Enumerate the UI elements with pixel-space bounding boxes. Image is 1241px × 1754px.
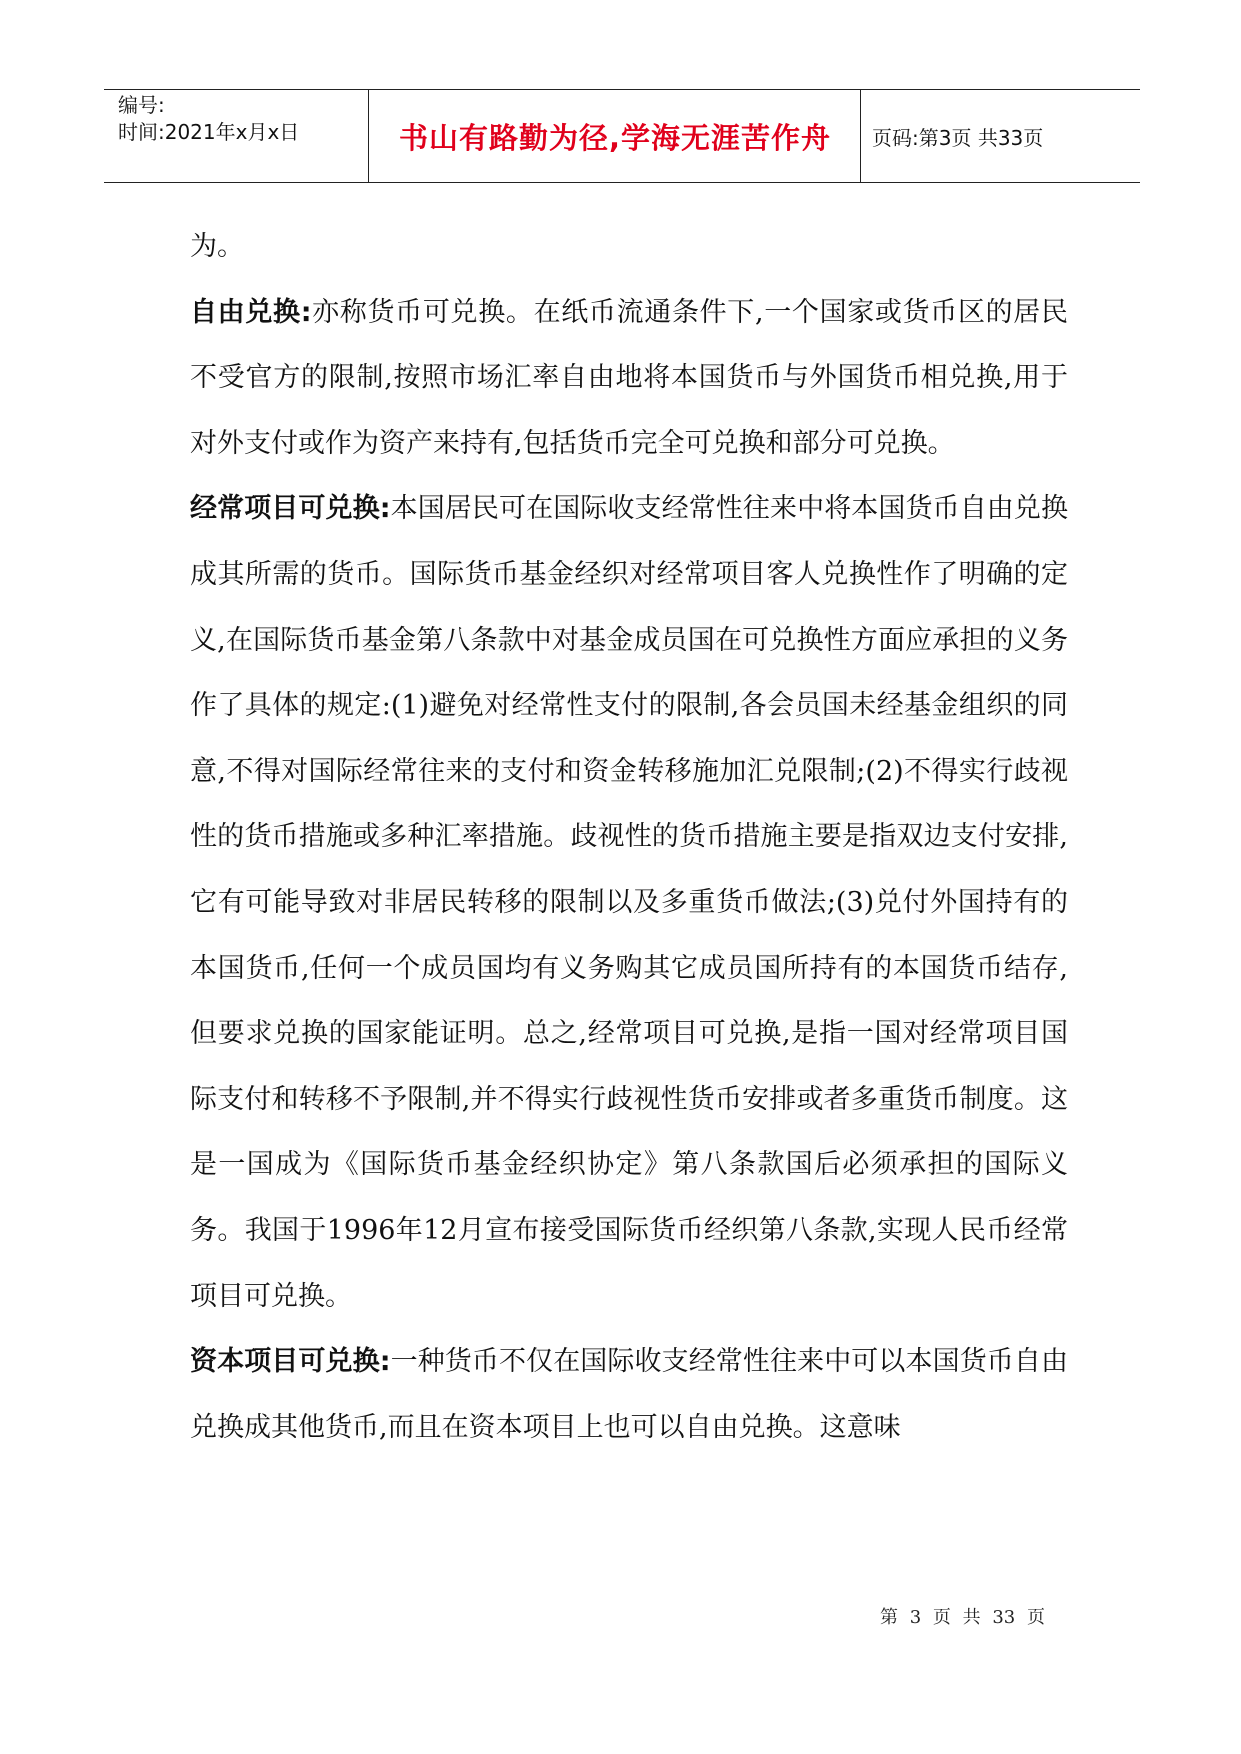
document-body [190,214,1068,1460]
header-meta [118,92,358,146]
date-label: 时间:2021年x月x日 [118,120,300,144]
serial-number-label: 编号: [118,93,165,117]
definition-text: 亦称货币可兑换。在纸币流通条件下,一个国家或货币区的居民不受官方的限制,按照市场汇率自由地将本国货币与外国货币相兑换,用于对外支付或作为资产来持有,包括货币完全可兑换和部分可兑换。 [190,296,1068,459]
header-page-info: 页码:第3页 共33页 [872,125,1044,150]
definition-text: 一种货币不仅在国际收支经常性往来中可以本国货币自由兑换成其他货币,而且在资本项目上也可以自由兑换。这意味 [190,1346,1068,1443]
page-header [104,89,1140,183]
definition-paragraph [190,1329,1068,1460]
definition-term: 资本项目可兑换: [190,1346,391,1378]
header-motto: 书山有路勤为径,学海无涯苦作舟 [398,120,832,155]
definition-term: 经常项目可兑换: [190,493,391,525]
continuation-text: 为。 [190,231,244,262]
page-footer: 第 3 页 共 33 页 [880,1607,1045,1628]
definition-text: 本国居民可在国际收支经常性往来中将本国货币自由兑换成其所需的货币。国际货币基金经织对经常项目客人兑换性作了明确的定义,在国际货币基金第八条款中对基金成员国在可兑换性方面应承担的义务作了具体的规定:(1)避免对经常性支付的限制,各会员国未经基金组织的同意,不得对国际经常往来的支付和资金转移施加汇兑限制;(2)不得实行歧视性的货币措施或多种汇率措施。歧视性的货币措施主要是指双边支付安排,它有可能导致对非居民转移的限制以及多重货币做法;(3)兑付外国持有的本国货币,任何一个成员国均有义务购其它成员国所持有的本国货币结存,但要求兑换的国家能证明。总之,经常项目可兑换,是指一国对经常项目国际支付和转移不予限制,并不得实行歧视性货币安排或者多重货币制度。这是一国成为《国际货币基金经织协定》第八条款国后必须承担的国际义务。我国于1996年12月宣布接受国际货币经织第八条款,实现人民币经常项目可兑换。 [190,493,1068,1312]
definition-paragraph [190,280,1068,477]
header-divider [860,90,861,182]
header-divider [368,90,369,182]
definition-paragraph [190,476,1068,1329]
definition-term: 自由兑换: [190,296,312,328]
